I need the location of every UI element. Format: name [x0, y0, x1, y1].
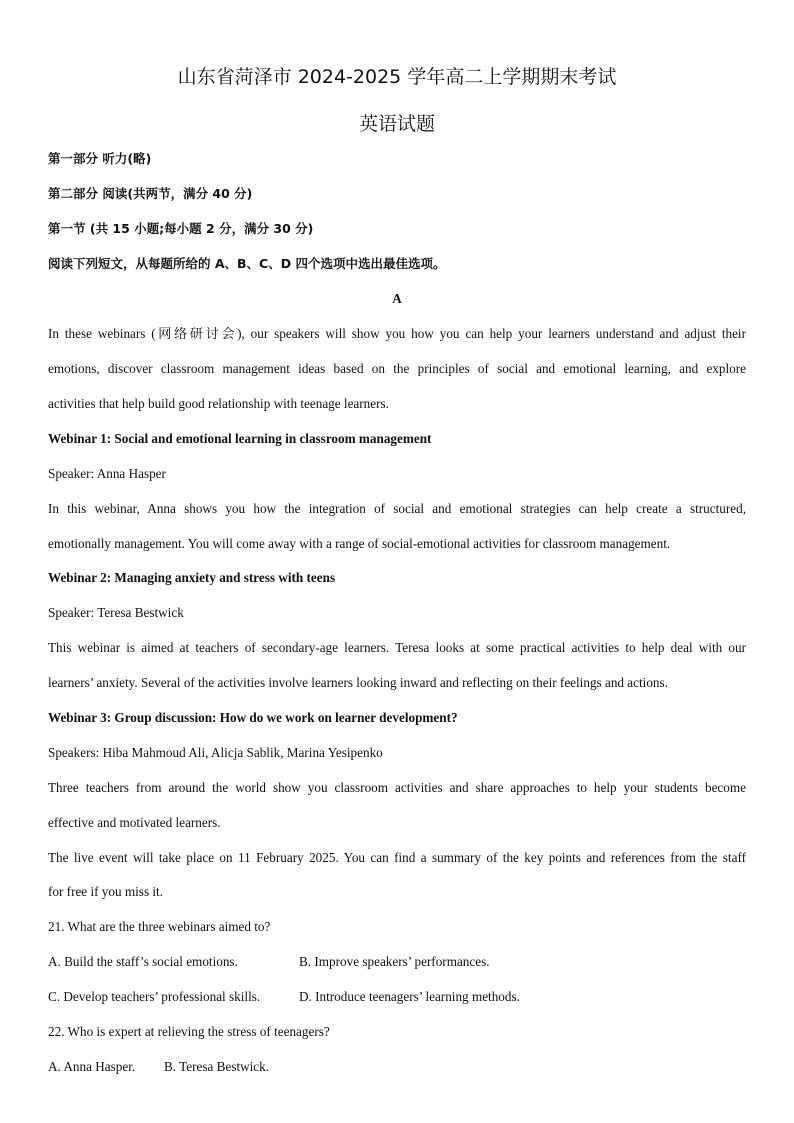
question-21-options-row-1 — [48, 953, 746, 971]
exam-title: 山东省菏泽市 2024-2025 学年高二上学期期末考试 — [177, 66, 617, 88]
webinar1-speaker: Speaker: Anna Hasper — [48, 466, 166, 481]
intro-line-2: emotions, discover classroom management ideas based on the principles of social and emotional learning, and explore — [48, 361, 746, 376]
part2-heading: 第二部分 阅读(共两节，满分 40 分) — [48, 186, 253, 201]
webinar1-body-line-1: In this webinar, Anna shows you how the integration of social and emotional strategies can help create a structured, — [48, 501, 746, 516]
question-22-options-row-1 — [48, 1058, 746, 1076]
webinar2-body-line-2: learners’ anxiety. Several of the activities involve learners looking inward and reflecting on their feelings and actions. — [48, 675, 668, 690]
question-22-stem: 22. Who is expert at relieving the stress of teenagers? — [48, 1024, 330, 1039]
question-22-option-a[interactable]: A. Anna Hasper. — [48, 1059, 136, 1074]
question-21-option-b[interactable]: B. Improve speakers’ performances. — [299, 954, 490, 969]
intro-line-1: In these webinars (网络研讨会), our speakers will show you how you can help your learners understand and adjust their — [48, 326, 746, 341]
reading-instruction: 阅读下列短文，从每题所给的 A、B、C、D 四个选项中选出最佳选项。 — [48, 256, 446, 271]
closing-line-2: for free if you miss it. — [48, 884, 163, 899]
question-21-option-a[interactable]: A. Build the staff’s social emotions. — [48, 954, 238, 969]
question-22-option-b[interactable]: B. Teresa Bestwick. — [164, 1059, 270, 1074]
webinar3-speakers: Speakers: Hiba Mahmoud Ali, Alicja Sablik, Marina Yesipenko — [48, 745, 383, 760]
section1-heading: 第一节 (共 15 小题;每小题 2 分，满分 30 分) — [48, 221, 314, 236]
intro-line-3: activities that help build good relationship with teenage learners. — [48, 396, 389, 411]
webinar3-heading: Webinar 3: Group discussion: How do we work on learner development? — [48, 710, 458, 725]
question-21-option-d[interactable]: D. Introduce teenagers’ learning methods. — [299, 989, 520, 1004]
webinar2-heading: Webinar 2: Managing anxiety and stress with teens — [48, 570, 336, 585]
webinar3-body-line-2: effective and motivated learners. — [48, 815, 221, 830]
question-21-stem: 21. What are the three webinars aimed to? — [48, 919, 271, 934]
passage-label: A — [392, 291, 402, 306]
question-21-options-row-2 — [48, 988, 746, 1006]
webinar3-body-line-1: Three teachers from around the world show you classroom activities and share approaches to help your students become — [48, 780, 746, 795]
exam-subtitle: 英语试题 — [358, 113, 435, 135]
webinar2-body-line-1: This webinar is aimed at teachers of secondary-age learners. Teresa looks at some practical activities to help deal with our — [48, 640, 746, 655]
webinar1-heading: Webinar 1: Social and emotional learning in classroom management — [48, 431, 432, 446]
question-21-option-c[interactable]: C. Develop teachers’ professional skills. — [48, 989, 261, 1004]
webinar1-body-line-2: emotionally management. You will come away with a range of social-emotional activities for classroom management. — [48, 536, 671, 551]
closing-line-1: The live event will take place on 11 February 2025. You can find a summary of the key points and references from the staff — [48, 850, 746, 865]
part1-heading: 第一部分 听力(略) — [48, 151, 152, 166]
webinar2-speaker: Speaker: Teresa Bestwick — [48, 605, 184, 620]
